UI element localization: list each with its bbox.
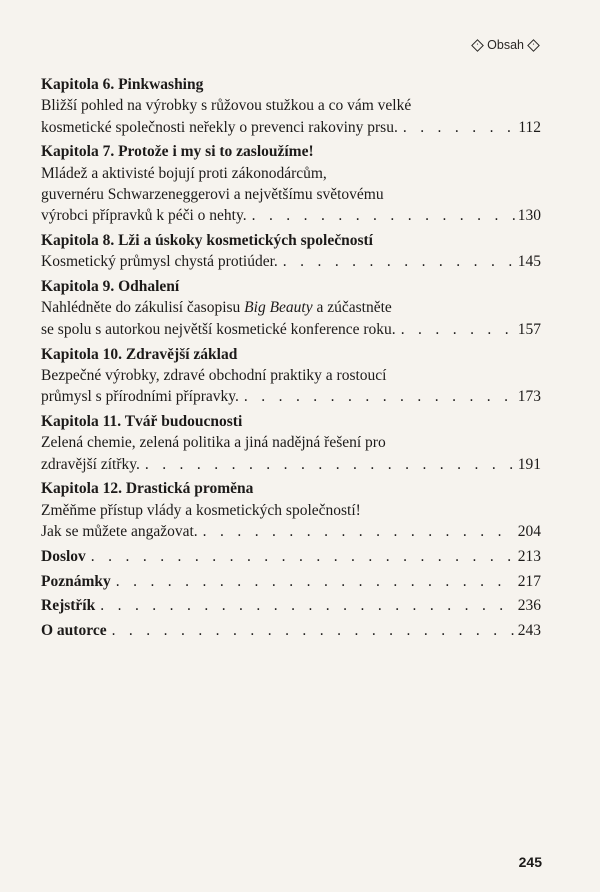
- page-number: 243: [517, 622, 541, 640]
- page-number: 130: [517, 207, 541, 225]
- diamond-ornament-icon: [471, 39, 484, 52]
- toc-entry-chapter-11: [41, 411, 541, 475]
- folio-page-number: 245: [518, 854, 542, 870]
- chapter-description-line: Bezpečné výrobky, zdravé obchodní praktiky a rostoucí: [41, 366, 387, 384]
- toc-row: [41, 620, 541, 641]
- dot-leader: [403, 117, 515, 138]
- chapter-description-line: zdravější zítřky.: [41, 455, 140, 473]
- description-text: Nahlédněte do zákulisí časopisu: [41, 299, 245, 317]
- chapter-description-line: se spolu s autorkou největší kosmetické konference roku.: [41, 320, 396, 338]
- chapter-description-line: [41, 297, 541, 318]
- back-matter-title: O autorce: [41, 622, 107, 640]
- page-number: 236: [517, 597, 541, 615]
- page-number: 217: [517, 572, 541, 590]
- description-text: a zúčastněte: [312, 299, 392, 317]
- chapter-description-line: guvernéru Schwarzeneggerovi a největšímu světovému: [41, 185, 384, 203]
- toc-row: [41, 546, 541, 567]
- toc-entry-chapter-7: [41, 141, 541, 226]
- toc-entry-o-autorce: [41, 620, 541, 641]
- back-matter-title: Poznámky: [41, 572, 111, 590]
- toc-row: [41, 319, 541, 340]
- chapter-title: Kapitola 8. Lži a úskoky kosmetických společností: [41, 232, 373, 250]
- toc-row: [41, 571, 541, 592]
- page-number: 145: [517, 253, 541, 271]
- chapter-description-line: Zelená chemie, zelená politika a jiná nadějná řešení pro: [41, 434, 386, 452]
- dot-leader: [401, 319, 515, 340]
- chapter-title: Kapitola 7. Protože i my si to zasloužíme!: [41, 143, 314, 161]
- running-head: [473, 38, 538, 52]
- dot-leader: [145, 454, 515, 475]
- page-number: 112: [518, 118, 541, 136]
- page-number: 157: [517, 320, 541, 338]
- dot-leader: [100, 595, 515, 616]
- chapter-title: Kapitola 9. Odhalení: [41, 278, 180, 296]
- table-of-contents: [41, 74, 541, 645]
- diamond-ornament-icon: [527, 39, 540, 52]
- dot-leader: [203, 521, 515, 542]
- back-matter-title: Rejstřík: [41, 597, 96, 615]
- page-number: 204: [517, 522, 541, 540]
- page-number: 191: [517, 455, 541, 473]
- dot-leader: [91, 546, 515, 567]
- page-number: 213: [517, 547, 541, 565]
- toc-entry-chapter-9: [41, 276, 541, 340]
- chapter-description-line: Jak se můžete angažovat.: [41, 522, 198, 540]
- chapter-title: Kapitola 12. Drastická proměna: [41, 480, 254, 498]
- chapter-description-line: Kosmetický průmysl chystá protiúder.: [41, 253, 278, 271]
- dot-leader: [112, 620, 515, 641]
- chapter-title: Kapitola 11. Tvář budoucnosti: [41, 412, 243, 430]
- toc-row: [41, 251, 541, 272]
- chapter-description-line: Bližší pohled na výrobky s růžovou stužkou a co vám velké: [41, 97, 412, 115]
- dot-leader: [283, 251, 515, 272]
- chapter-description-line: průmysl s přírodními přípravky.: [41, 388, 239, 406]
- dot-leader: [244, 386, 515, 407]
- dot-leader: [116, 571, 515, 592]
- toc-row: [41, 205, 541, 226]
- toc-row: [41, 521, 541, 542]
- toc-row: [41, 117, 541, 138]
- dot-leader: [252, 205, 515, 226]
- chapter-description-line: Změňme přístup vlády a kosmetických společností!: [41, 501, 361, 519]
- toc-entry-chapter-6: [41, 74, 541, 138]
- toc-entry-chapter-8: [41, 230, 541, 273]
- chapter-description-line: kosmetické společnosti neřekly o prevenci rakoviny prsu.: [41, 118, 398, 136]
- toc-row: [41, 454, 541, 475]
- toc-entry-chapter-10: [41, 344, 541, 408]
- chapter-title: Kapitola 10. Zdravější základ: [41, 345, 238, 363]
- toc-entry-rejstrik: [41, 595, 541, 616]
- chapter-description-line: výrobci přípravků k péči o nehty.: [41, 207, 247, 225]
- toc-row: [41, 386, 541, 407]
- magazine-title: Big Beauty: [244, 299, 313, 317]
- back-matter-title: Doslov: [41, 547, 86, 565]
- toc-entry-poznamky: [41, 571, 541, 592]
- toc-row: [41, 595, 541, 616]
- section-label: Obsah: [487, 38, 524, 52]
- page-number: 173: [517, 388, 541, 406]
- toc-entry-doslov: [41, 546, 541, 567]
- chapter-title: Kapitola 6. Pinkwashing: [41, 76, 204, 93]
- chapter-description-line: Mládež a aktivisté bojují proti zákonodárcům,: [41, 164, 327, 182]
- toc-entry-chapter-12: [41, 478, 541, 542]
